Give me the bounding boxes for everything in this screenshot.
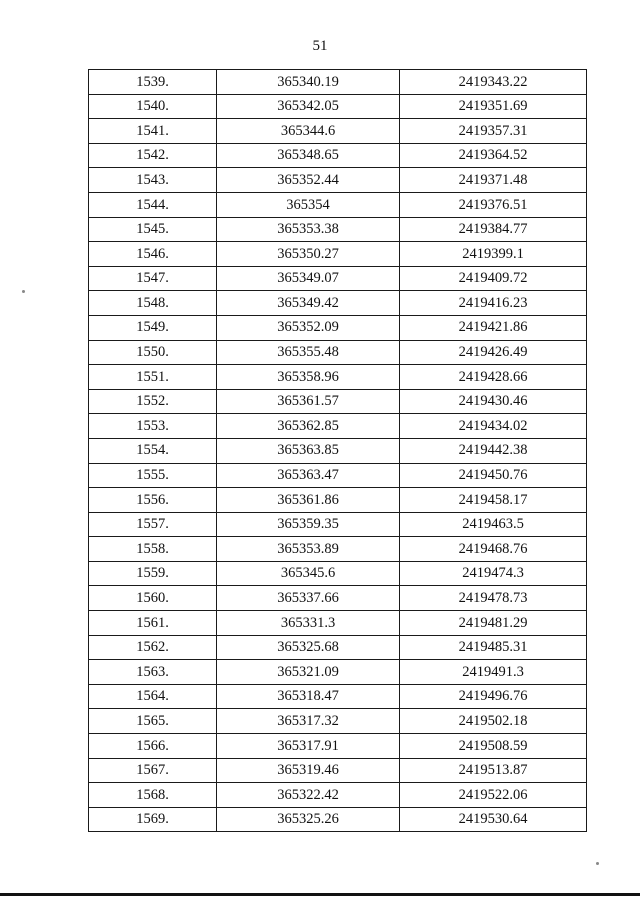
table-row (89, 365, 587, 390)
y-coordinate-cell: 2419376.51 (400, 192, 587, 217)
table-row (89, 734, 587, 759)
table-row (89, 783, 587, 808)
scan-speck (596, 862, 599, 865)
point-number-cell: 1546. (89, 242, 217, 267)
x-coordinate-cell: 365359.35 (217, 512, 400, 537)
point-number-cell: 1561. (89, 611, 217, 636)
point-number-cell: 1554. (89, 438, 217, 463)
x-coordinate-cell: 365322.42 (217, 783, 400, 808)
point-number-cell: 1550. (89, 340, 217, 365)
y-coordinate-cell: 2419426.49 (400, 340, 587, 365)
point-number-cell: 1555. (89, 463, 217, 488)
x-coordinate-cell: 365350.27 (217, 242, 400, 267)
y-coordinate-cell: 2419428.66 (400, 365, 587, 390)
x-coordinate-cell: 365344.6 (217, 119, 400, 144)
table-row (89, 561, 587, 586)
x-coordinate-cell: 365361.57 (217, 389, 400, 414)
x-coordinate-cell: 365325.26 (217, 807, 400, 832)
y-coordinate-cell: 2419458.17 (400, 488, 587, 513)
x-coordinate-cell: 365340.19 (217, 70, 400, 95)
table-row (89, 684, 587, 709)
x-coordinate-cell: 365349.07 (217, 266, 400, 291)
y-coordinate-cell: 2419530.64 (400, 807, 587, 832)
y-coordinate-cell: 2419399.1 (400, 242, 587, 267)
y-coordinate-cell: 2419496.76 (400, 684, 587, 709)
table-row (89, 315, 587, 340)
point-number-cell: 1562. (89, 635, 217, 660)
x-coordinate-cell: 365325.68 (217, 635, 400, 660)
y-coordinate-cell: 2419502.18 (400, 709, 587, 734)
x-coordinate-cell: 365321.09 (217, 660, 400, 685)
x-coordinate-cell: 365353.89 (217, 537, 400, 562)
y-coordinate-cell: 2419371.48 (400, 168, 587, 193)
x-coordinate-cell: 365358.96 (217, 365, 400, 390)
x-coordinate-cell: 365348.65 (217, 143, 400, 168)
point-number-cell: 1563. (89, 660, 217, 685)
table-row (89, 217, 587, 242)
x-coordinate-cell: 365349.42 (217, 291, 400, 316)
table-row (89, 389, 587, 414)
x-coordinate-cell: 365345.6 (217, 561, 400, 586)
y-coordinate-cell: 2419442.38 (400, 438, 587, 463)
point-number-cell: 1539. (89, 70, 217, 95)
point-number-cell: 1565. (89, 709, 217, 734)
y-coordinate-cell: 2419481.29 (400, 611, 587, 636)
table-row (89, 340, 587, 365)
x-coordinate-cell: 365355.48 (217, 340, 400, 365)
point-number-cell: 1543. (89, 168, 217, 193)
y-coordinate-cell: 2419468.76 (400, 537, 587, 562)
point-number-cell: 1541. (89, 119, 217, 144)
coordinates-table-body (89, 70, 587, 832)
table-row (89, 537, 587, 562)
page-number: 51 (312, 38, 328, 54)
y-coordinate-cell: 2419430.46 (400, 389, 587, 414)
x-coordinate-cell: 365337.66 (217, 586, 400, 611)
point-number-cell: 1564. (89, 684, 217, 709)
point-number-cell: 1544. (89, 192, 217, 217)
x-coordinate-cell: 365352.44 (217, 168, 400, 193)
x-coordinate-cell: 365317.32 (217, 709, 400, 734)
scan-speck (22, 290, 25, 293)
y-coordinate-cell: 2419416.23 (400, 291, 587, 316)
table-row (89, 143, 587, 168)
y-coordinate-cell: 2419434.02 (400, 414, 587, 439)
table-row (89, 438, 587, 463)
x-coordinate-cell: 365354 (217, 192, 400, 217)
table-row (89, 168, 587, 193)
table-row (89, 266, 587, 291)
point-number-cell: 1551. (89, 365, 217, 390)
point-number-cell: 1567. (89, 758, 217, 783)
point-number-cell: 1549. (89, 315, 217, 340)
point-number-cell: 1556. (89, 488, 217, 513)
coordinates-table (88, 69, 587, 832)
point-number-cell: 1558. (89, 537, 217, 562)
y-coordinate-cell: 2419508.59 (400, 734, 587, 759)
point-number-cell: 1547. (89, 266, 217, 291)
y-coordinate-cell: 2419463.5 (400, 512, 587, 537)
table-row (89, 807, 587, 832)
point-number-cell: 1566. (89, 734, 217, 759)
table-row (89, 291, 587, 316)
y-coordinate-cell: 2419522.06 (400, 783, 587, 808)
y-coordinate-cell: 2419343.22 (400, 70, 587, 95)
y-coordinate-cell: 2419357.31 (400, 119, 587, 144)
y-coordinate-cell: 2419478.73 (400, 586, 587, 611)
x-coordinate-cell: 365317.91 (217, 734, 400, 759)
x-coordinate-cell: 365319.46 (217, 758, 400, 783)
y-coordinate-cell: 2419384.77 (400, 217, 587, 242)
table-row (89, 192, 587, 217)
table-row (89, 463, 587, 488)
table-row (89, 758, 587, 783)
table-row (89, 512, 587, 537)
table-row (89, 611, 587, 636)
y-coordinate-cell: 2419474.3 (400, 561, 587, 586)
y-coordinate-cell: 2419485.31 (400, 635, 587, 660)
x-coordinate-cell: 365342.05 (217, 94, 400, 119)
x-coordinate-cell: 365318.47 (217, 684, 400, 709)
table-row (89, 635, 587, 660)
y-coordinate-cell: 2419364.52 (400, 143, 587, 168)
x-coordinate-cell: 365353.38 (217, 217, 400, 242)
y-coordinate-cell: 2419513.87 (400, 758, 587, 783)
table-row (89, 660, 587, 685)
y-coordinate-cell: 2419421.86 (400, 315, 587, 340)
point-number-cell: 1568. (89, 783, 217, 808)
x-coordinate-cell: 365363.47 (217, 463, 400, 488)
x-coordinate-cell: 365352.09 (217, 315, 400, 340)
table-row (89, 119, 587, 144)
table-row (89, 94, 587, 119)
table-row (89, 70, 587, 95)
point-number-cell: 1552. (89, 389, 217, 414)
point-number-cell: 1548. (89, 291, 217, 316)
y-coordinate-cell: 2419491.3 (400, 660, 587, 685)
table-row (89, 709, 587, 734)
point-number-cell: 1553. (89, 414, 217, 439)
x-coordinate-cell: 365363.85 (217, 438, 400, 463)
y-coordinate-cell: 2419351.69 (400, 94, 587, 119)
point-number-cell: 1542. (89, 143, 217, 168)
point-number-cell: 1545. (89, 217, 217, 242)
table-row (89, 586, 587, 611)
point-number-cell: 1540. (89, 94, 217, 119)
table-row (89, 488, 587, 513)
table-row (89, 414, 587, 439)
point-number-cell: 1569. (89, 807, 217, 832)
point-number-cell: 1557. (89, 512, 217, 537)
x-coordinate-cell: 365361.86 (217, 488, 400, 513)
y-coordinate-cell: 2419409.72 (400, 266, 587, 291)
y-coordinate-cell: 2419450.76 (400, 463, 587, 488)
bottom-rule (0, 893, 640, 896)
x-coordinate-cell: 365331.3 (217, 611, 400, 636)
point-number-cell: 1560. (89, 586, 217, 611)
point-number-cell: 1559. (89, 561, 217, 586)
x-coordinate-cell: 365362.85 (217, 414, 400, 439)
table-row (89, 242, 587, 267)
